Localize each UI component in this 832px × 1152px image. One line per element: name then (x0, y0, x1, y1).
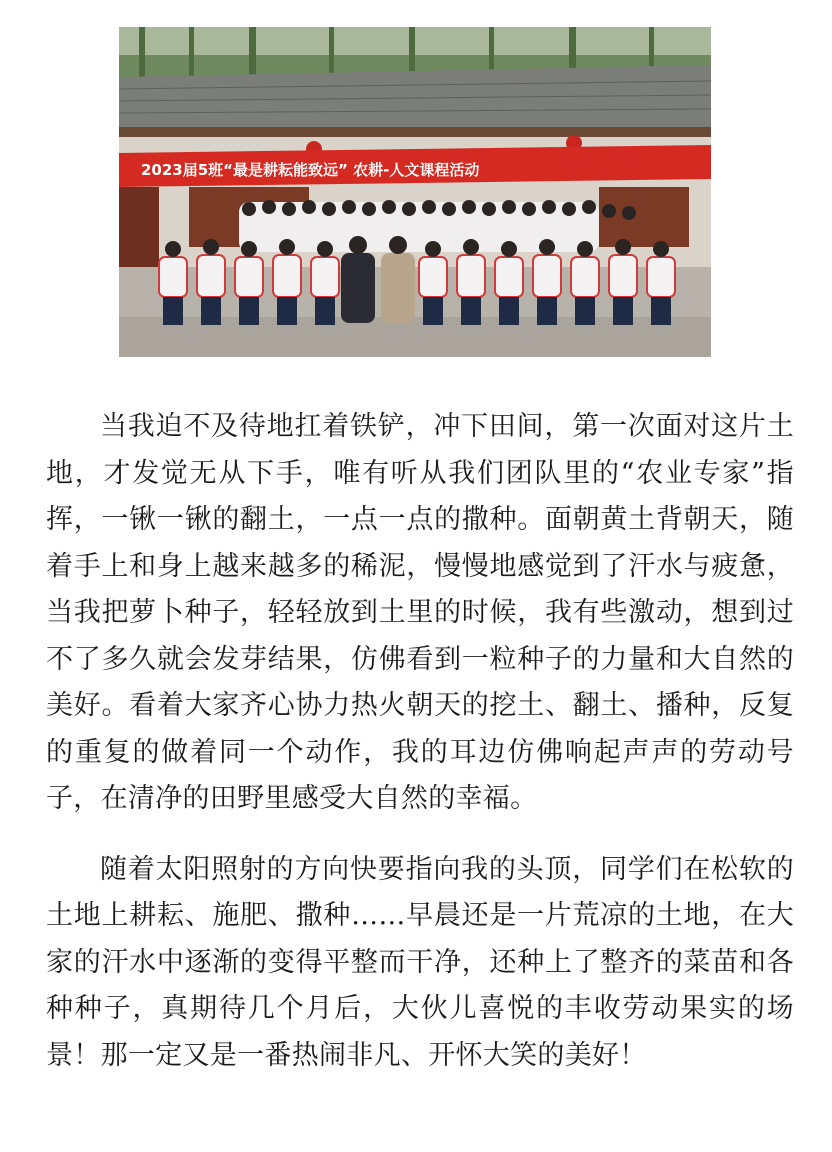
article-body (46, 404, 794, 1103)
class-group-photo (119, 27, 711, 357)
article-paragraph-1: 当我迫不及待地扛着铁铲，冲下田间，第一次面对这片土地，才发觉无从下手，唯有听从我们团队里的“农业专家”指挥，一锹一锹的翻土，一点一点的撒种。面朝黄土背朝天，随着手上和身上越来越多的稀泥，慢慢地感觉到了汗水与疲惫，当我把萝卜种子，轻轻放到土里的时候，我有些激动，想到过不了多久就会发芽结果，仿佛看到一粒种子的力量和大自然的美好。看着大家齐心协力热火朝天的挖土、翻土、播种，反复的重复的做着同一个动作，我的耳边仿佛响起声声的劳动号子，在清净的田野里感受大自然的幸福。 (46, 411, 794, 814)
article-paragraph-2: 随着太阳照射的方向快要指向我的头顶，同学们在松软的土地上耕耘、施肥、撒种……早晨还是一片荒凉的土地，在大家的汗水中逐渐的变得平整而干净，还种上了整齐的菜苗和各种种子，真期待几个月后，大伙儿喜悦的丰收劳动果实的场景！那一定又是一番热闹非凡、开怀大笑的美好！ (46, 853, 794, 1071)
banner-text: 2023届5班“最是耕耘能致远” 农耕-人文课程活动 (141, 161, 480, 179)
